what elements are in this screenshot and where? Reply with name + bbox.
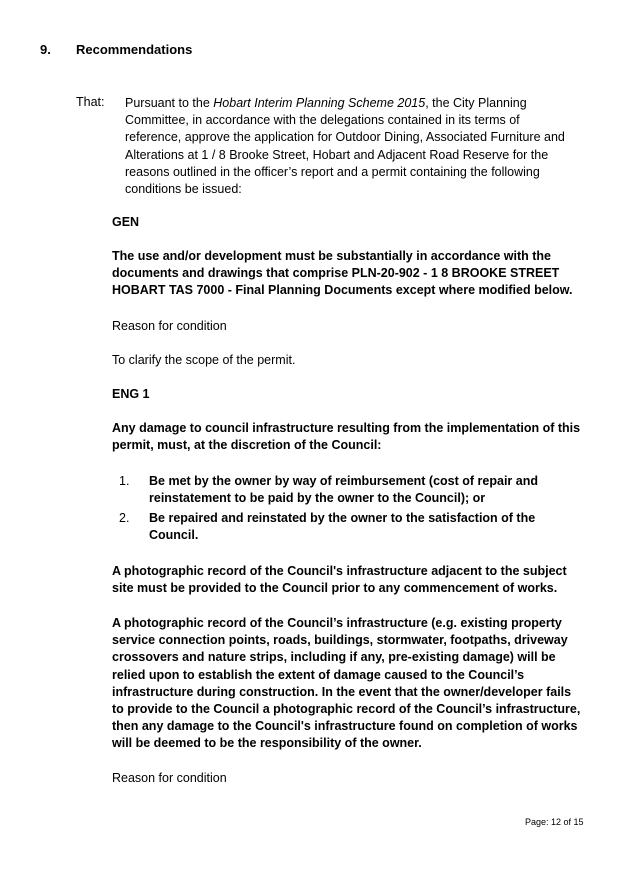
list-item-text: Be met by the owner by way of reimbursement (cost of repair and reinstatement to be paid by the owner to the Council); or (149, 474, 538, 506)
list-item-text: Be repaired and reinstated by the owner to the satisfaction of the Council. (149, 511, 536, 543)
section-title: Recommendations (76, 42, 193, 57)
gen-condition: The use and/or development must be substantially in accordance with the documents and drawings that comprise PLN-20-902 - 1 8 BROOKE STREET HOBART TAS 7000 - Final Planning Documents except where modified below. (112, 249, 573, 298)
eng1-infrastructure-paragraph: A photographic record of the Council’s infrastructure (e.g. existing property service connection points, roads, buildings, stormwater, footpaths, driveway crossovers and nature strips, including if any, pre-existing damage) will be relied upon to establish the extent of damage caused to the Council’s infrastructure during construction. In the event that the owner/developer fails to provide to the Council a photographic record of the Council’s infrastructure, then any damage to the Council's infrastructure found on completion of works will be deemed to be the responsibility of the owner. (112, 616, 581, 751)
eng1-heading: ENG 1 (112, 387, 150, 401)
intro-after: , the City Planning Committee, in accordance with the delegations contained in its terms of reference, approve the application for Outdoor Dining, Associated Furniture and Alterations at 1 / 8 Brooke Street, Hobart and Adjacent Road Reserve for the reasons outlined in the officer’s report and a permit containing the following conditions be issued: (125, 96, 565, 197)
eng1-intro: Any damage to council infrastructure resulting from the implementation of this permit, must, at the discretion of the Council: (112, 421, 581, 453)
intro-before: Pursuant to the (125, 96, 214, 110)
gen-heading: GEN (112, 215, 140, 229)
page-number: Page: 12 of 15 (525, 817, 584, 827)
list-item-number: 1. (119, 474, 130, 488)
scheme-name: Hobart Interim Planning Scheme 2015 (213, 96, 426, 110)
eng1-reason-label: Reason for condition (112, 771, 227, 785)
section-number: 9. (40, 42, 51, 57)
intro-paragraph (125, 95, 575, 198)
list-item-number: 2. (119, 511, 130, 525)
eng1-photo-record-paragraph: A photographic record of the Council's infrastructure adjacent to the subject site must be provided to the Council prior to any commencement of works. (112, 564, 567, 596)
that-label: That: (76, 95, 105, 109)
list-item (112, 510, 582, 544)
gen-reason: To clarify the scope of the permit. (112, 353, 296, 367)
list-item (112, 473, 582, 507)
gen-reason-label: Reason for condition (112, 319, 227, 333)
